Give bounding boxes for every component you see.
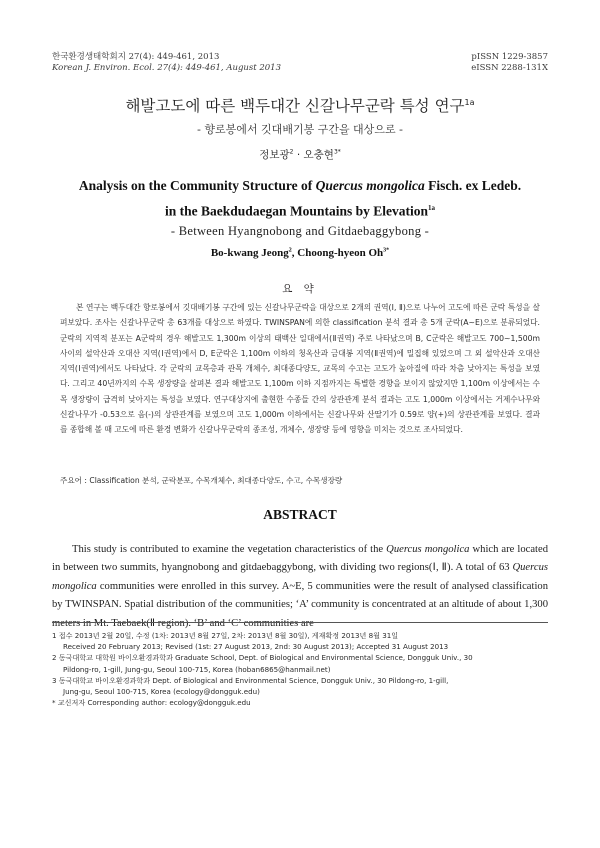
summary-heading: 요 약	[282, 283, 318, 295]
authors-korean	[0, 147, 600, 162]
footnote-2-cont: Pildong-ro, 1-gill, Jung-gu, Seoul 100-715, Korea (hoban6865@hanmail.net)	[63, 664, 331, 674]
footnote-1	[52, 630, 548, 652]
title-english-line2-text: in the Baekdudaegan Mountains by Elevation	[165, 203, 428, 219]
author-1-english: Bo-kwang Jeong	[210, 247, 289, 259]
footnote-1-cont: Received 20 February 2013; Revised (1st: 27 August 2013, 2nd: 30 August 2013); Accepted 31 August 2013	[63, 642, 449, 652]
footnote-2-lead: 2 동국대학교 대학원 바이오환경과학과 Graduate School, Dept. of Biological and Environmental Science, Dongguk Univ., 30	[52, 653, 473, 663]
title-english-footnote-mark: 1a	[427, 204, 435, 212]
title-korean-footnote-mark: 1a	[464, 97, 475, 107]
authors-english	[0, 247, 600, 259]
journal-name-english: Korean J. Environ. Ecol. 27(4): 449-461, August 2013	[52, 63, 281, 73]
journal-header-left	[52, 52, 281, 74]
title-english-line1	[0, 175, 600, 197]
author-separator: ·	[296, 149, 301, 161]
title-english	[0, 175, 600, 223]
journal-name-korean: 한국환경생태학회지 27(4): 449-461, 2013	[52, 52, 220, 62]
footnote-1-lead: 1 접수 2013년 2월 20일, 수정 (1차: 2013년 8월 27일, 2차: 2013년 8월 30일), 게재확정 2013년 8월 31일	[52, 631, 399, 640]
title-english-part1: Analysis on the Community Structure of	[78, 178, 316, 193]
title-korean-text: 해발고도에 따른 백두대간 신갈나무군락 특성 연구	[125, 97, 465, 115]
abstract-text-3: communities were enrolled in this survey. A~E, 5 communities were the result of analysed classification by TWINSPAN. Spatial distribution of the communities; ‘A’ community is concentrated at an altitude of about 1,300 meters in Mt. Taebaek(Ⅱ region). ‘B’ and ‘C’ communities are	[52, 580, 548, 629]
abstract-text-2: which are located in between two summits, hyangnobong and gitdaebaggybong, with dividing two regions(Ⅰ, Ⅱ). A total of 63	[52, 544, 549, 574]
footnote-4	[52, 697, 548, 708]
author-english-separator: ,	[291, 247, 298, 259]
footnote-4-lead: * 교신저자 Corresponding author: ecology@dongguk.edu	[52, 698, 251, 708]
author-2-korean: 오충현	[303, 149, 334, 161]
keywords-korean: 주요어 : Classification 분석, 군락분포, 수목개체수, 최대종다양도, 수고, 수목생장량	[60, 476, 343, 485]
journal-header-right	[471, 52, 548, 74]
subtitle-english: - Between Hyangnobong and Gitdaebaggybong -	[170, 224, 430, 238]
abstract-english	[52, 541, 548, 633]
author-2-english: Choong-hyeon Oh	[297, 247, 384, 259]
abstract-species-1: Quercus mongolica	[386, 544, 470, 555]
footnotes	[52, 630, 548, 708]
summary-korean: 본 연구는 백두대간 향로봉에서 깃대배기봉 구간에 있는 신갈나무군락을 대상으로 2개의 권역(Ⅰ, Ⅱ)으로 나누어 고도에 따른 군락 특성을 살펴보았다. 조사는 신갈나무군락 총 63개를 대상으로 하였다. TWINSPAN에 의한 classification 분석 결과 총 5개 군락(A~E)으로 분류되었다. 군락의 지역적 분포는 A군락의 경우 해발고도 1,300m 이상의 태백산 일대에서(Ⅱ권역) 주로 나타났으며 B, C군락은 해발고도 700~1,500m 사이의 설악산과 오대산 지역(Ⅰ권역)에서 D, E군락은 1,100m 이하의 청옥산과 금대봉 지역(Ⅱ권역)에 밀집해 있었으며 그 외 설악산과 오대산 지역(Ⅰ권역)에서도 나타났다. 각 군락의 교목층과 관목 개체수, 최대종다양도, 교목의 수고는 고도가 높아질에 따라 차츰 낮아지는 특성을 보였다. 그리고 40년까지의 수목 생장량을 살펴본 결과 해발고도 1,100m 이하 지점까지는 특별한 경향을 보이지 않았지만 1,100m 이상에서는 수목 생장량이 급격히 낮아지는 특성을 보였다. 연구대상지에 출현한 수종들 간의 상관관계 분석 결과는 고도 1,000m 이상에서는 거제수나무와 신갈나무가 -0.53으로 음(-)의 상관관계를 보였으며 고도 1,000m 이하에서는 신갈나무와 산딸기가 0.59로 양(+)의 상관관계를 보였다. 결과를 종합해 볼 때 고도에 따른 환경 변화가 신갈나무군락의 종조성, 개체수, 생장량 등에 영향을 미치는 것으로 조사되었다.	[60, 303, 540, 435]
eissn: eISSN 2288-131X	[471, 63, 548, 73]
title-english-species: Quercus mongolica	[315, 178, 425, 193]
author-2-english-mark: 3*	[383, 247, 390, 254]
footnote-divider	[52, 622, 548, 623]
footnote-3-lead: 3 동국대학교 바이오환경과학과 Dept. of Biological and Environmental Science, Dongguk Univ., 30 Pildong-ro, 1-gill,	[52, 675, 449, 685]
abstract-text-1: This study is contributed to examine the vegetation characteristics of the	[72, 544, 387, 555]
footnote-3-cont: Jung-gu, Seoul 100-715, Korea (ecology@dongguk.edu)	[63, 687, 260, 697]
author-1-english-mark: 2	[288, 247, 292, 254]
footnote-2	[52, 652, 548, 674]
abstract-heading: ABSTRACT	[263, 507, 337, 522]
title-english-part2: Fisch. ex Ledeb.	[424, 178, 522, 193]
footnote-3	[52, 675, 548, 697]
pissn: pISSN 1229-3857	[471, 52, 548, 62]
author-2-mark: 3*	[333, 148, 341, 156]
abstract-species-2: Quercus mongolica	[52, 562, 548, 592]
author-1-korean: 정보광	[259, 149, 290, 161]
title-english-line2	[0, 197, 600, 223]
subtitle-korean: - 향로봉에서 깃대배기봉 구간을 대상으로 -	[196, 123, 404, 136]
title-korean	[0, 94, 600, 116]
author-1-mark: 2	[289, 148, 294, 156]
